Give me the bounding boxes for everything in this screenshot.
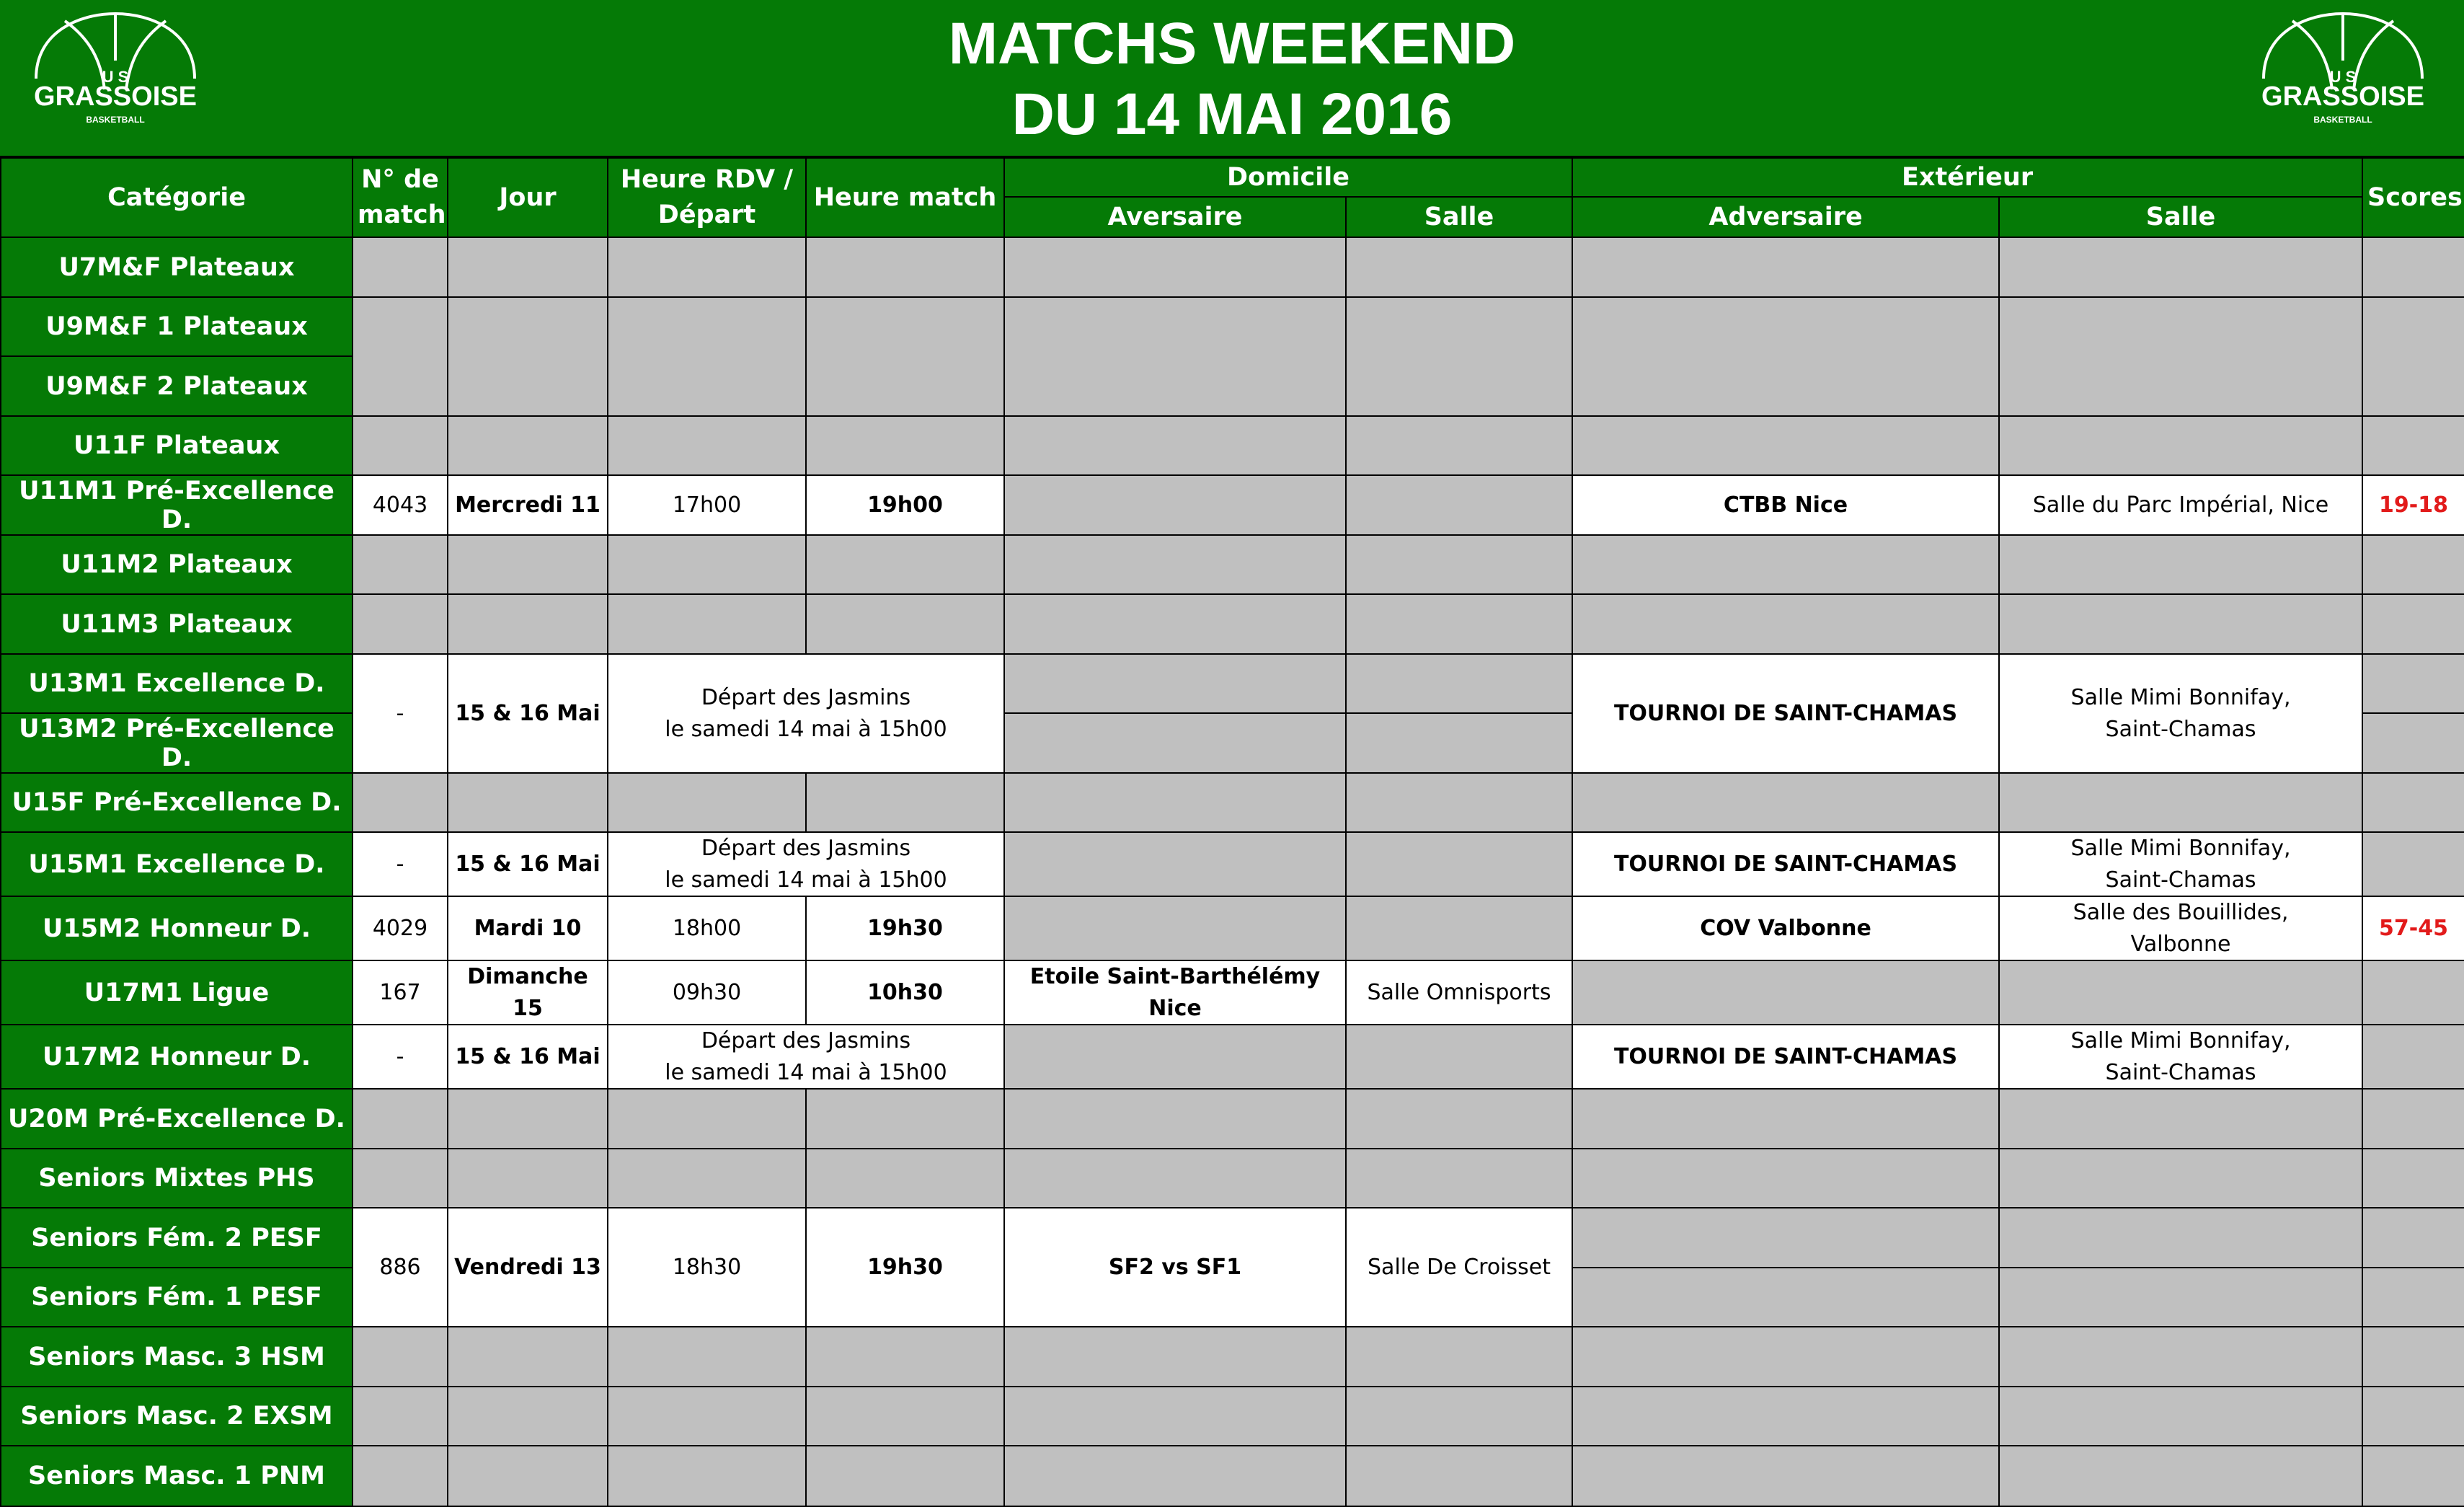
away-opponent: CTBB Nice [1572, 475, 1999, 535]
home-venue: Salle Omnisports [1346, 960, 1572, 1025]
match-day: Dimanche 15 [448, 960, 608, 1025]
svg-text:GRASSOISE: GRASSOISE [2261, 81, 2424, 112]
away-venue: Salle du Parc Impérial, Nice [1999, 475, 2362, 535]
club-logo-right [2249, 10, 2437, 133]
match-day: Mardi 10 [448, 896, 608, 960]
table-row [1, 1327, 2464, 1387]
header-numero: N° de match [353, 158, 448, 237]
header-dom-adversaire: Aversaire [1004, 197, 1346, 237]
away-venue: Salle Mimi Bonnifay, Saint-Chamas [1999, 654, 2362, 773]
header-jour: Jour [448, 158, 608, 237]
table-row [1, 1025, 2464, 1089]
table-row [1, 1089, 2464, 1149]
category-cell: U9M&F 1 Plateaux [1, 297, 353, 356]
category-cell: U11F Plateaux [1, 416, 353, 475]
departure-note: Départ des Jasmins le samedi 14 mai à 15h00 [608, 1025, 1004, 1089]
table-row [1, 535, 2464, 594]
category-cell: U9M&F 2 Plateaux [1, 356, 353, 416]
category-cell: U13M1 Excellence D. [1, 654, 353, 713]
category-cell: U13M2 Pré-Excellence D. [1, 713, 353, 773]
match-day: 15 & 16 Mai [448, 654, 608, 773]
header-rdv: Heure RDV / Départ [608, 158, 806, 237]
departure-note: Départ des Jasmins le samedi 14 mai à 15h00 [608, 654, 1004, 773]
match-number: - [353, 654, 448, 773]
category-cell: U20M Pré-Excellence D. [1, 1089, 353, 1149]
match-number: 4029 [353, 896, 448, 960]
match-day: Vendredi 13 [448, 1208, 608, 1327]
svg-text:GRASSOISE: GRASSOISE [34, 81, 197, 112]
match-number: 4043 [353, 475, 448, 535]
category-cell: U11M1 Pré-Excellence D. [1, 475, 353, 535]
title-line-1: MATCHS WEEKEND [948, 11, 1516, 76]
category-cell: U15M1 Excellence D. [1, 832, 353, 896]
away-opponent: TOURNOI DE SAINT-CHAMAS [1572, 832, 1999, 896]
table-row [1, 297, 2464, 356]
svg-text:U S: U S [2329, 68, 2357, 86]
departure-note: Départ des Jasmins le samedi 14 mai à 15h00 [608, 832, 1004, 896]
table-row [1, 594, 2464, 654]
category-cell: U15F Pré-Excellence D. [1, 773, 353, 832]
table-row [1, 237, 2464, 297]
rdv-time: 17h00 [608, 475, 806, 535]
match-time: 19h00 [806, 475, 1004, 535]
table-row [1, 416, 2464, 475]
home-opponent: SF2 vs SF1 [1004, 1208, 1346, 1327]
category-cell: Seniors Mixtes PHS [1, 1149, 353, 1208]
header-exterieur: Extérieur [1572, 158, 2362, 197]
category-cell: U17M2 Honneur D. [1, 1025, 353, 1089]
category-cell: U15M2 Honneur D. [1, 896, 353, 960]
category-cell: U7M&F Plateaux [1, 237, 353, 297]
table-row [1, 1208, 2464, 1268]
table-row [1, 1149, 2464, 1208]
category-cell: U11M2 Plateaux [1, 535, 353, 594]
category-cell: Seniors Masc. 3 HSM [1, 1327, 353, 1387]
category-cell: Seniors Masc. 2 EXSM [1, 1387, 353, 1446]
category-cell: Seniors Fém. 1 PESF [1, 1268, 353, 1327]
table-row [1, 896, 2464, 960]
rdv-time: 18h00 [608, 896, 806, 960]
rdv-time: 09h30 [608, 960, 806, 1025]
category-cell: Seniors Fém. 2 PESF [1, 1208, 353, 1268]
match-day: Mercredi 11 [448, 475, 608, 535]
category-cell: U17M1 Ligue [1, 960, 353, 1025]
header-scores: Scores [2362, 158, 2464, 237]
table-row [1, 1446, 2464, 1506]
away-opponent: TOURNOI DE SAINT-CHAMAS [1572, 1025, 1999, 1089]
table-row [1, 475, 2464, 535]
match-number: 886 [353, 1208, 448, 1327]
category-cell: Seniors Masc. 1 PNM [1, 1446, 353, 1506]
match-number: 167 [353, 960, 448, 1025]
match-time: 19h30 [806, 1208, 1004, 1327]
away-venue: Salle Mimi Bonnifay, Saint-Chamas [1999, 832, 2362, 896]
table-row [1, 773, 2464, 832]
match-number: - [353, 1025, 448, 1089]
header-ext-adversaire: Adversaire [1572, 197, 1999, 237]
match-time: 10h30 [806, 960, 1004, 1025]
away-venue: Salle Mimi Bonnifay, Saint-Chamas [1999, 1025, 2362, 1089]
title-banner [0, 0, 2464, 157]
club-logo-left [22, 10, 209, 133]
table-row [1, 960, 2464, 1025]
match-day: 15 & 16 Mai [448, 1025, 608, 1089]
header-heure-match: Heure match [806, 158, 1004, 237]
svg-text:BASKETBALL: BASKETBALL [86, 115, 145, 125]
match-number: - [353, 832, 448, 896]
home-opponent: Etoile Saint-Barthélémy Nice [1004, 960, 1346, 1025]
header-domicile: Domicile [1004, 158, 1572, 197]
match-time: 19h30 [806, 896, 1004, 960]
header-categorie: Catégorie [1, 158, 353, 237]
table-row [1, 832, 2464, 896]
title-line-2: DU 14 MAI 2016 [1011, 81, 1453, 147]
away-opponent: TOURNOI DE SAINT-CHAMAS [1572, 654, 1999, 773]
away-opponent: COV Valbonne [1572, 896, 1999, 960]
svg-text:U S: U S [102, 68, 129, 86]
svg-text:BASKETBALL: BASKETBALL [2313, 115, 2372, 125]
rdv-time: 18h30 [608, 1208, 806, 1327]
table-row [1, 654, 2464, 713]
header-ext-salle: Salle [1999, 197, 2362, 237]
header-dom-salle: Salle [1346, 197, 1572, 237]
score: 19-18 [2362, 475, 2464, 535]
away-venue: Salle des Bouillides, Valbonne [1999, 896, 2362, 960]
score: 57-45 [2362, 896, 2464, 960]
category-cell: U11M3 Plateaux [1, 594, 353, 654]
schedule-table [0, 157, 2464, 1507]
match-day: 15 & 16 Mai [448, 832, 608, 896]
home-venue: Salle De Croisset [1346, 1208, 1572, 1327]
table-row [1, 1387, 2464, 1446]
